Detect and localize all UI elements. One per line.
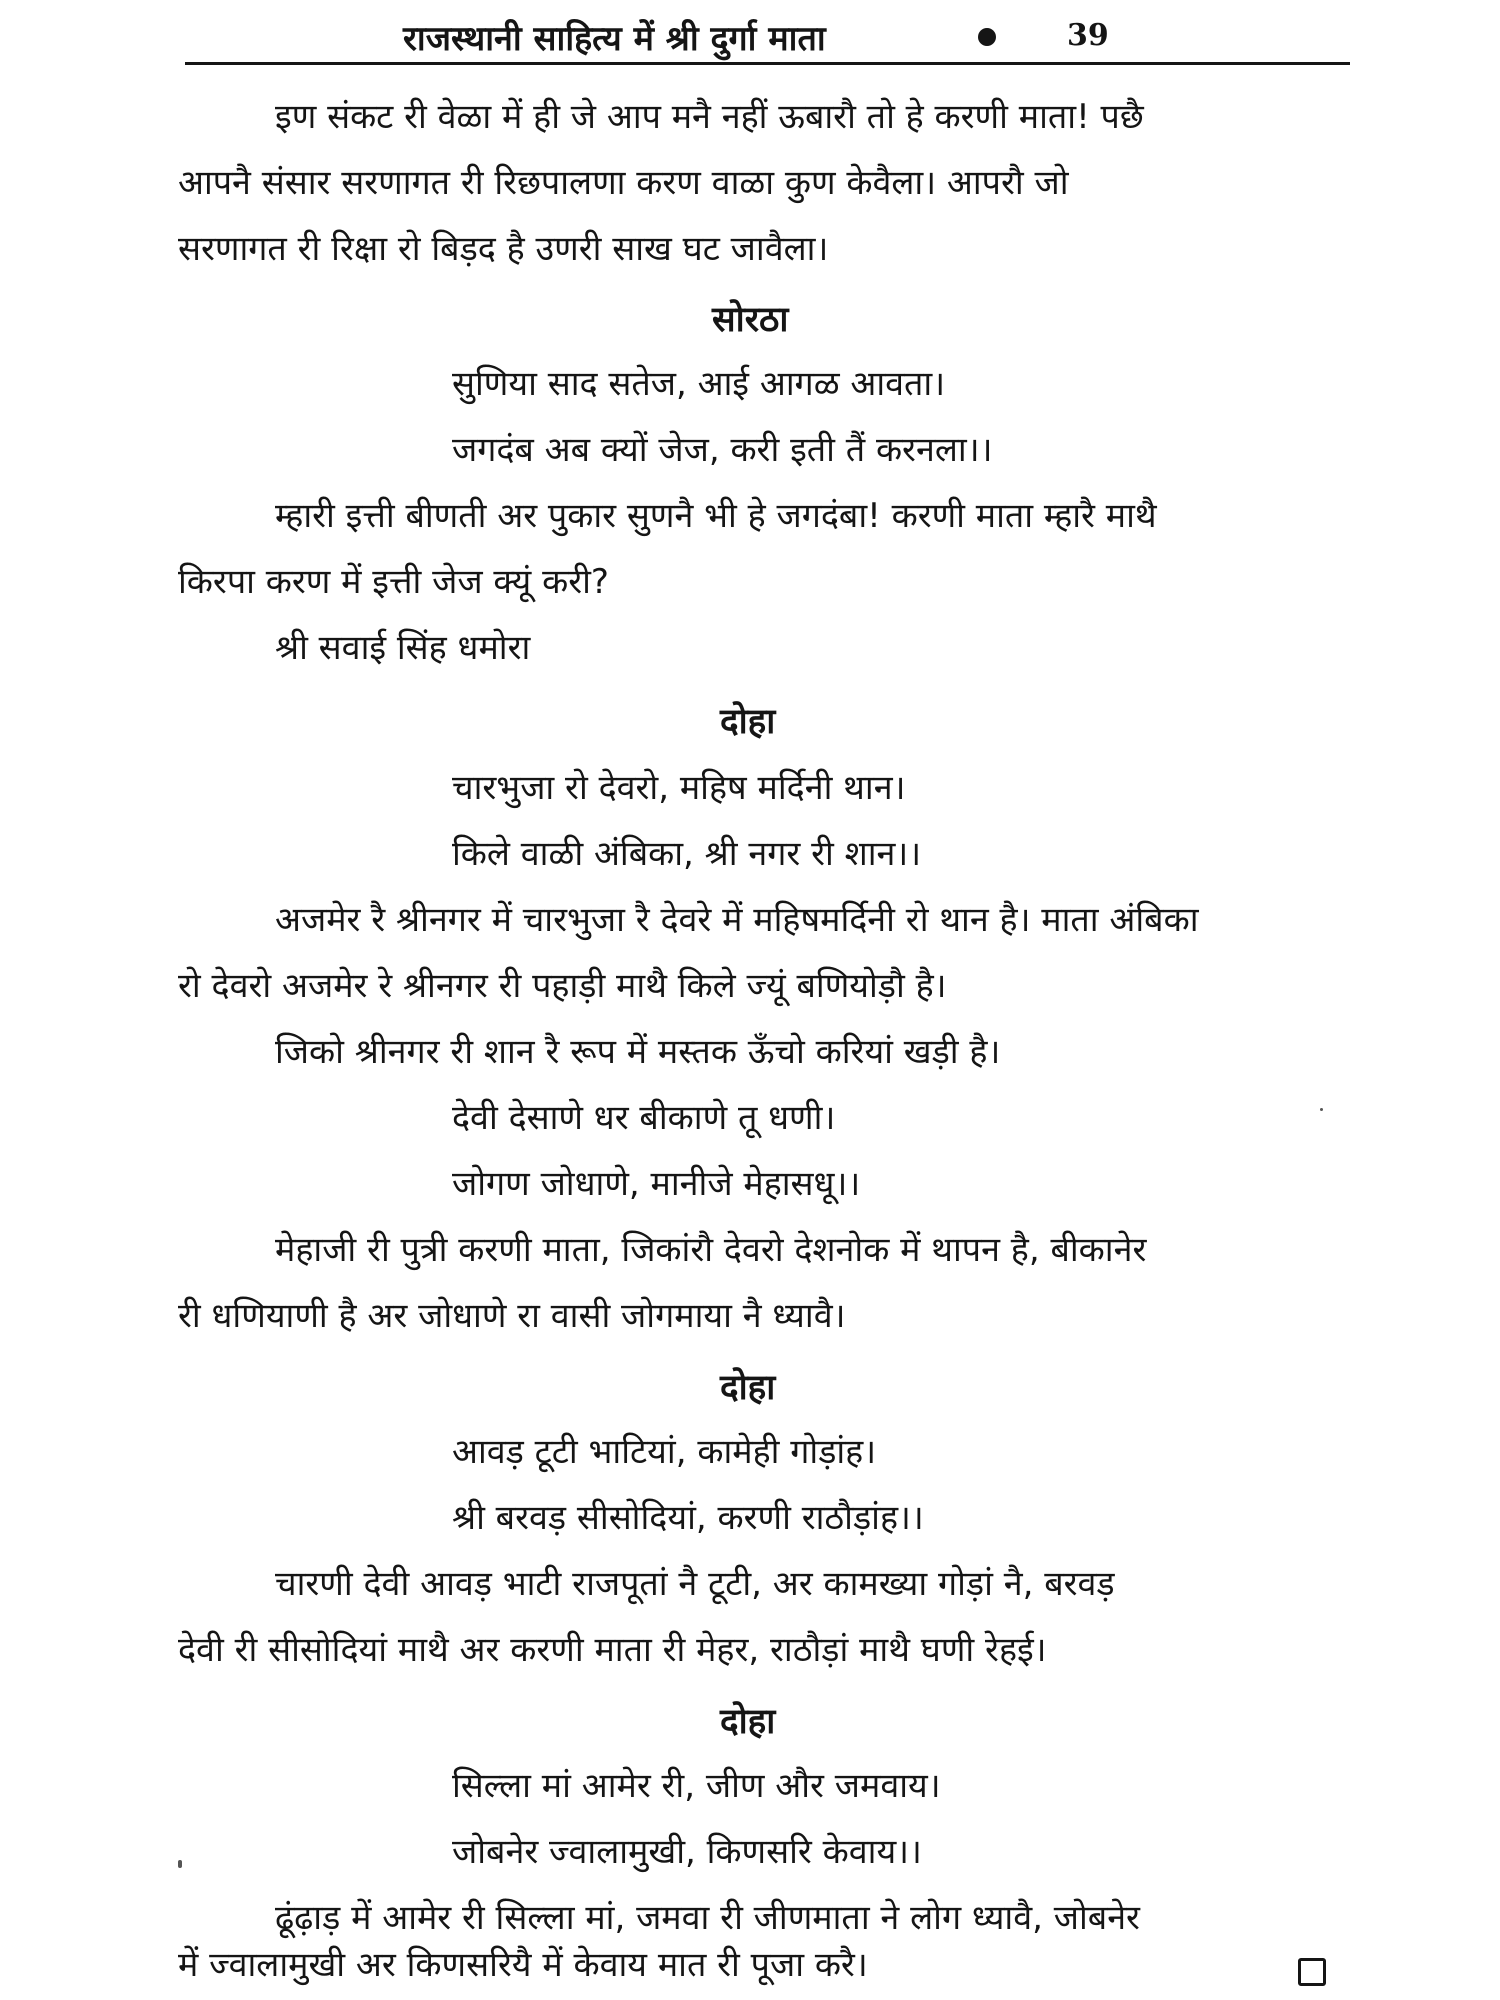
paragraph-line: जिको श्रीनगर री शान रै रूप में मस्तक ऊँचो करियां खड़ी है।: [275, 1032, 1001, 1072]
verse-line: किले वाळी अंबिका, श्री नगर री शान।।: [452, 834, 922, 874]
verse-line: श्री बरवड़ सीसोदियां, करणी राठौड़ांह।।: [452, 1498, 924, 1538]
paragraph-line: सरणागत री रिक्षा रो बिड़द है उणरी साख घट जावैला।: [178, 229, 829, 269]
page-number: 39: [1067, 18, 1109, 53]
section-heading: दोहा: [720, 1702, 776, 1742]
header-title: राजस्थानी साहित्य में श्री दुर्गा माता: [403, 19, 826, 59]
end-mark-icon: [1298, 1958, 1326, 1986]
paragraph-line: रो देवरो अजमेर रे श्रीनगर री पहाड़ी माथै किले ज्यूं बणियोड़ौ है।: [178, 966, 947, 1006]
verse-line: सुणिया साद सतेज, आई आगळ आवता।: [452, 364, 946, 404]
paragraph-line: म्हारी इत्ती बीणती अर पुकार सुणनै भी हे जगदंबा! करणी माता म्हारै माथै: [275, 496, 1157, 536]
verse-line: जोबनेर ज्वालामुखी, किणसरि केवाय।।: [452, 1832, 922, 1872]
header-divider: [185, 62, 1350, 65]
paragraph-line: में ज्वालामुखी अर किणसरियै में केवाय मात री पूजा करै।: [178, 1945, 868, 1985]
verse-line: देवी देसाणे धर बीकाणे तू धणी।: [452, 1098, 836, 1138]
paragraph-line: री धणियाणी है अर जोधाणे रा वासी जोगमाया नै ध्यावै।: [178, 1296, 846, 1336]
verse-line: सिल्ला मां आमेर री, जीण और जमवाय।: [452, 1766, 941, 1806]
section-heading: सोरठा: [712, 300, 789, 340]
paragraph-line: मेहाजी री पुत्री करणी माता, जिकांरौ देवरो देशनोक में थापन है, बीकानेर: [275, 1230, 1147, 1270]
paragraph-line: चारणी देवी आवड़ भाटी राजपूतां नै टूटी, अर कामख्या गोड़ां नै, बरवड़: [275, 1564, 1115, 1604]
running-header: [185, 8, 1350, 60]
section-heading: दोहा: [720, 1368, 776, 1408]
paragraph-line: इण संकट री वेळा में ही जे आप मनै नहीं ऊबारौ तो हे करणी माता! पछै: [275, 97, 1144, 137]
section-heading: दोहा: [720, 702, 776, 742]
paragraph-line: अजमेर रै श्रीनगर में चारभुजा रै देवरे में महिषमर्दिनी रो थान है। माता अंबिका: [275, 900, 1199, 940]
bullet-icon: [978, 28, 996, 46]
paragraph-line: आपनै संसार सरणागत री रिछपालणा करण वाळा कुण केवैला। आपरौ जो: [178, 163, 1069, 203]
author-line: श्री सवाई सिंह धमोरा: [275, 628, 531, 668]
print-speck: [1320, 1108, 1323, 1111]
verse-line: जोगण जोधाणे, मानीजे मेहासधू।।: [452, 1164, 861, 1204]
verse-line: चारभुजा रो देवरो, महिष मर्दिनी थान।: [452, 768, 906, 808]
paragraph-line: ढूंढ़ाड़ में आमेर री सिल्ला मां, जमवा री जीणमाता ने लोग ध्यावै, जोबनेर: [275, 1898, 1140, 1938]
paragraph-line: किरपा करण में इत्ती जेज क्यूं करी?: [178, 562, 609, 602]
verse-line: जगदंब अब क्यों जेज, करी इती तैं करनला।।: [452, 430, 993, 470]
paragraph-line: देवी री सीसोदियां माथै अर करणी माता री मेहर, राठौड़ां माथै घणी रेहई।: [178, 1630, 1047, 1670]
print-speck: [178, 1860, 182, 1868]
verse-line: आवड़ टूटी भाटियां, कामेही गोड़ांह।: [452, 1432, 877, 1472]
